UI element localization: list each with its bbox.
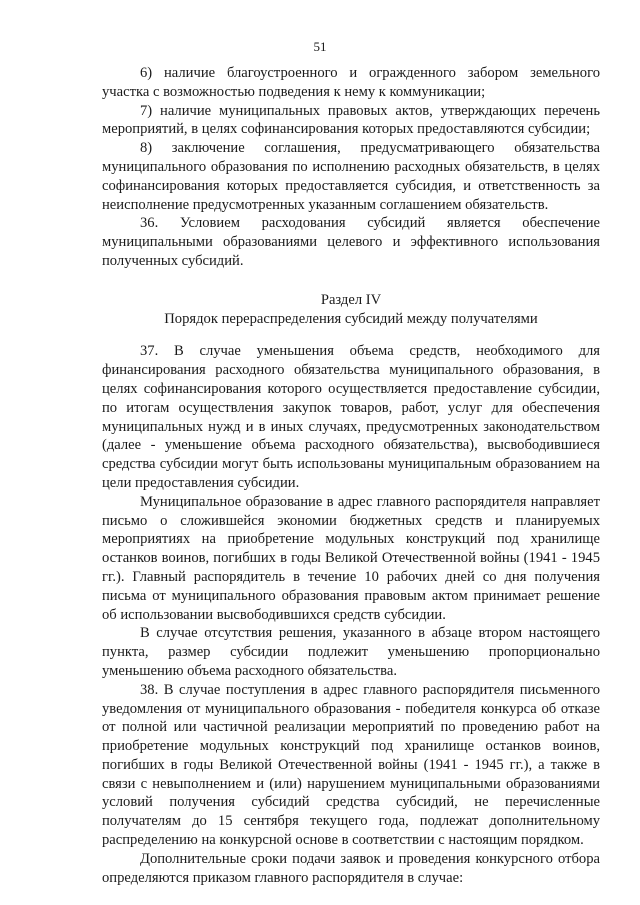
paragraph-item-7: 7) наличие муниципальных правовых актов, утверждающих перечень мероприятий, в целях софинансирования которых предоставляются субсидии; [102,102,600,138]
paragraph-37-part-2: Муниципальное образование в адрес главного распорядителя направляет письмо о сложившейся экономии бюджетных средств и планируемых мероприятиях на приобретение модульных конструкций под хранилище останков воинов, погибших в годы Великой Отечественной войны (1941 - 1945 гг.). Главный распорядитель в течение 10 рабочих дней со дня получения письма от муниципального образования правовым актом принимает решение об использовании высвободившихся средств субсидии. [102,493,600,623]
document-body [102,64,600,887]
paragraph-38-part-2: Дополнительные сроки подачи заявок и проведения конкурсного отбора определяются приказом главного распорядителя в случае: [102,850,600,886]
paragraph-38: 38. В случае поступления в адрес главного распорядителя письменного уведомления от муниципального образования - победителя конкурса об отказе от полной или частичной реализации мероприятий по проведению работ на приобретение модульных конструкций под хранилище останков воинов, погибших в годы Великой Отечественной войны (1941 - 1945 гг.), а также в связи с невыполнением и (или) нарушением муниципальными образованиями условий получения субсидий средства субсидий, не перечисленные получателям до 15 сентября текущего года, подлежат дополнительному распределению на конкурсной основе в соответствии с настоящим порядком. [102,681,600,849]
page-number: 51 [313,39,327,54]
section-title: Порядок перераспределения субсидий между получателями [164,310,538,327]
paragraph-item-6: 6) наличие благоустроенного и огражденного забором земельного участка с возможностью подведения к нему к коммуникации; [102,65,600,100]
paragraph-37-part-3: В случае отсутствия решения, указанного в абзаце втором настоящего пункта, размер субсидии подлежит уменьшению пропорционально уменьшению объема расходного обязательства. [102,625,600,679]
paragraph-37: 37. В случае уменьшения объема средств, необходимого для финансирования расходного обязательства муниципального образования, в целях софинансирования которого осуществляется предоставление субсидии, по итогам осуществления закупок товаров, работ, услуг для обеспечения муниципальных нужд и в иных случаях, предусмотренных законодательством (далее - уменьшение объема расходного обязательства), высвободившиеся средства субсидии могут быть использованы муниципальным образованием на цели предоставления субсидии. [102,343,600,491]
section-label: Раздел IV [320,291,382,308]
paragraph-36: 36. Условием расходования субсидий является обеспечение муниципальными образованиями целевого и эффективного использования полученных субсидий. [102,215,600,269]
paragraph-item-8: 8) заключение соглашения, предусматривающего обязательства муниципального образования по исполнению расходных обязательств, в целях софинансирования которых предоставляется субсидия, и ответственность за неисполнение предусмотренных указанным соглашением обязательств. [102,140,600,213]
